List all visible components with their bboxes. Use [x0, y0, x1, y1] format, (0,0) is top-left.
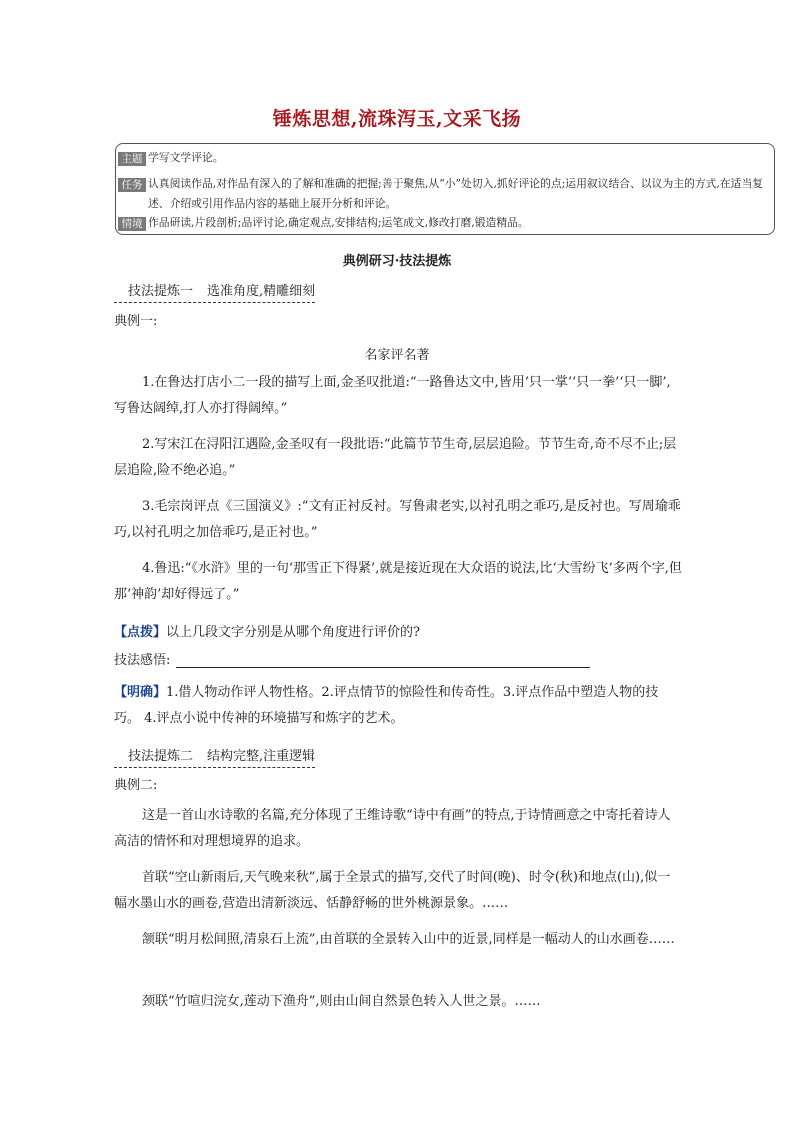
example2-label: 典例二:	[114, 778, 158, 793]
info-tag-theme: 主题	[118, 152, 146, 166]
item-4: 4.鲁迅:“《水浒》里的一句‘那雪正下得紧’,就是接近现在大众语的说法,比‘大雪纷飞’多两个字,但那‘神韵’却好得远了。”	[114, 561, 682, 602]
clear-bracket: 【明确】	[114, 685, 167, 700]
clear-text: 1.借人物动作评人物性格。2.评点情节的惊险性和传奇性。3.评点作品中塑造人物的技巧。 4.评点小说中传神的环境描写和炼字的艺术。	[114, 685, 659, 726]
page-title: 锤炼思想,流珠泻玉,文采飞扬	[272, 108, 522, 130]
tip-text: 以上几段文字分别是从哪个角度进行评价的?	[166, 625, 420, 640]
example2-para-2: 首联“空山新雨后,天气晚来秋”,属于全景式的描写,交代了时间(晚)、时令(秋)和地点(山),似一幅水墨山水的画卷,营造出清新淡远、恬静舒畅的世外桃源景象。……	[114, 870, 671, 911]
clear-paragraph	[114, 680, 682, 732]
section-heading: 典例研习·技法提炼	[342, 254, 452, 269]
info-text-theme: 学写文学评论。	[148, 151, 224, 164]
skill1-label: 技法提炼一	[128, 284, 194, 299]
skill-heading-2	[114, 748, 315, 768]
example1-label: 典例一:	[114, 314, 158, 329]
tip-line	[114, 624, 420, 642]
example2-para-1: 这是一首山水诗歌的名篇,充分体现了王维诗歌“诗中有画”的特点,于诗情画意之中寄托着诗人高洁的情怀和对理想境界的追求。	[114, 808, 671, 849]
info-text-context: 作品研读,片段剖析;品评讨论,确定观点,安排结构;运笔成文,修改打磨,锻造精品。	[148, 216, 529, 229]
item-3: 3.毛宗岗评点《三国演义》:“文有正衬反衬。写鲁肃老实,以衬孔明之乖巧,是反衬也。写周瑜乖巧,以衬孔明之加倍乖巧,是正衬也。”	[114, 499, 681, 540]
skill1-text: 选准角度,精雕细刻	[207, 284, 316, 299]
info-box	[115, 143, 775, 235]
example2-para-3: 颔联“明月松间照,清泉石上流”,由首联的全景转入山中的近景,同样是一幅动人的山水画卷……	[142, 932, 675, 947]
item-2: 2.写宋江在浔阳江遇险,金圣叹有一段批语:“此篇节节生奇,层层追险。节节生奇,奇不尽不止;层层追险,险不绝必追。”	[114, 437, 677, 478]
skill2-label: 技法提炼二	[128, 749, 194, 764]
info-text-task: 认真阅读作品,对作品有深入的了解和准确的把握;善于聚焦,从“小”处切入,抓好评论的点;运用叙议结合、以议为主的方式,在适当复述、介绍或引用作品内容的基础上展开分析和评论。	[148, 177, 764, 210]
feel-label: 技法感悟:	[114, 653, 171, 668]
info-tag-task: 任务	[118, 178, 146, 192]
skill2-text: 结构完整,注重逻辑	[207, 749, 316, 764]
info-tag-context: 情境	[118, 217, 146, 231]
item-1: 1.在鲁达打店小二一段的描写上面,金圣叹批道:“一路鲁达文中,皆用‘只一掌’‘只一拳’‘只一脚’,写鲁达阔绰,打人亦打得阔绰。”	[114, 375, 671, 416]
example2-para-4: 颈联“竹喧归浣女,莲动下渔舟”,则由山间自然景色转入人世之景。……	[142, 994, 541, 1009]
skill-heading-1	[114, 283, 315, 303]
tip-bracket: 【点拨】	[114, 625, 167, 640]
answer-blank-line	[176, 667, 590, 668]
example1-title: 名家评名著	[364, 348, 430, 363]
